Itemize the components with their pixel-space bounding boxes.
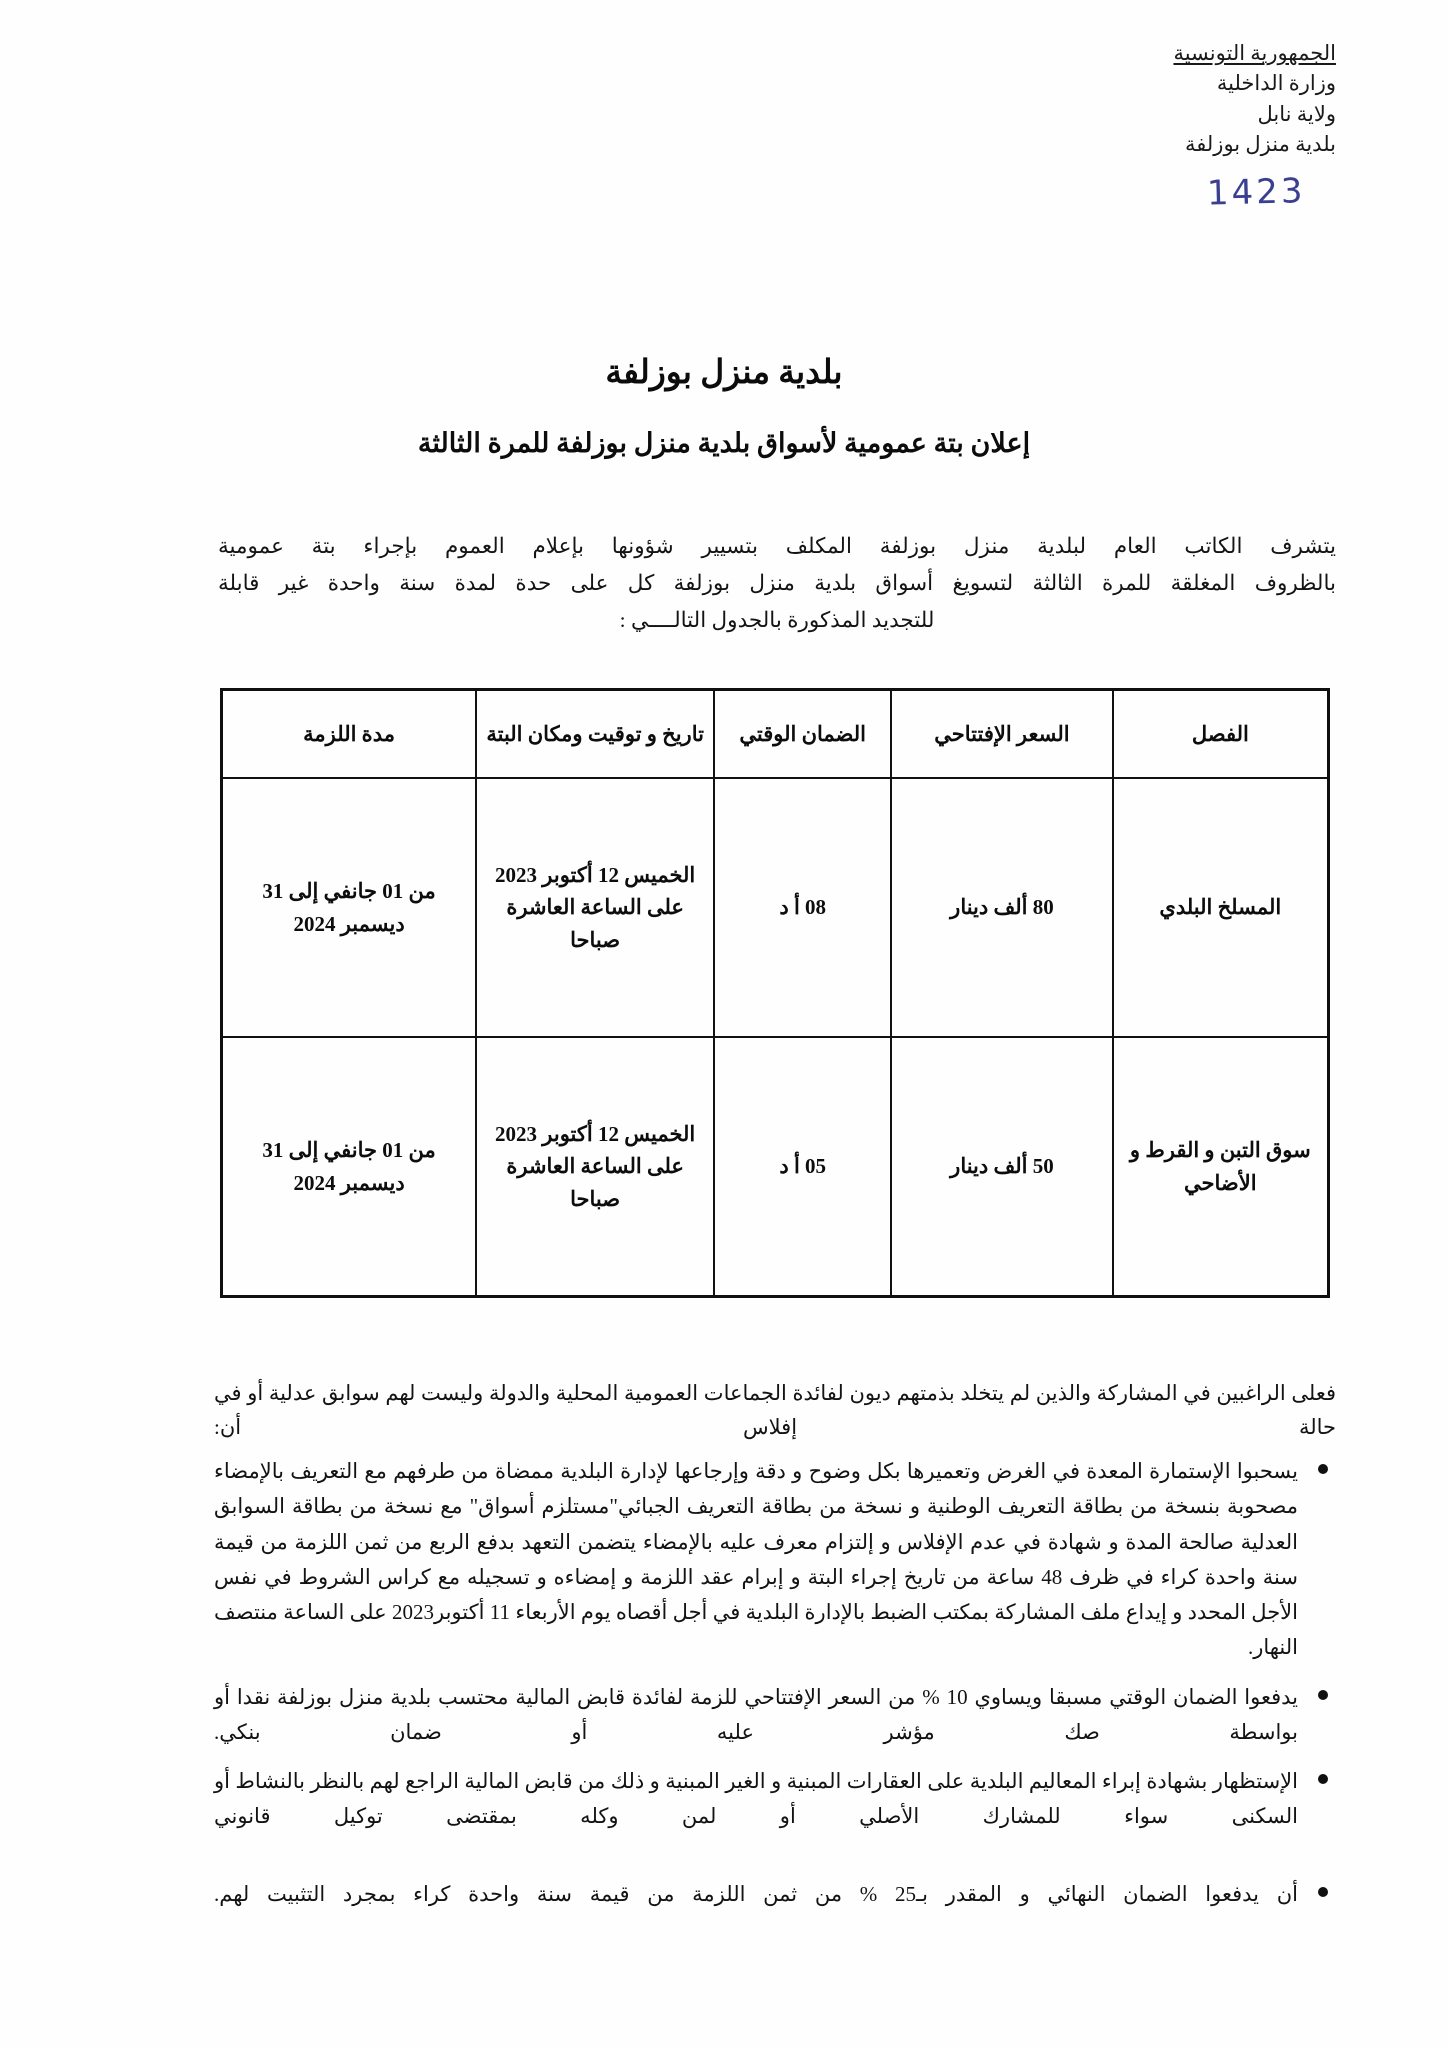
bullet-icon — [1318, 1690, 1328, 1700]
intro-paragraph — [218, 528, 1336, 639]
table-row — [222, 778, 1329, 1037]
conditions-lead-text: فعلى الراغبين في المشاركة والذين لم يتخلد بذمتهم ديون لفائدة الجماعات العمومية المحلية والدولة وليست لهم سوابق عدلية أو في حالة إفلاس أن: — [214, 1381, 1336, 1440]
list-item — [214, 1680, 1298, 1751]
conditions-section — [214, 1376, 1336, 1926]
page-title: بلدية منزل بوزلفة — [605, 355, 843, 391]
intro-line-3: للتجديد المذكورة بالجدول التالــــي : — [619, 607, 935, 632]
cell-date-time-place: الخميس 12 أكتوبر 2023 على الساعة العاشرة صباحا — [476, 778, 714, 1037]
intro-line-1: يتشرف الكاتب العام لبلدية منزل بوزلفة المكلف بتسيير شؤونها بإعلام العموم بإجراء بتة عمومية — [218, 534, 1336, 558]
cell-date-time-place: الخميس 12 أكتوبر 2023 على الساعة العاشرة صباحا — [476, 1037, 714, 1297]
intro-line-2: بالظروف المغلقة للمرة الثالثة لتسويغ أسواق بلدية منزل بوزلفة كل على حدة لمدة سنة واحدة غير قابلة — [218, 570, 1336, 595]
cell-chapter: المسلخ البلدي — [1113, 778, 1329, 1037]
handwritten-reference-number: 1423 — [1206, 170, 1307, 214]
list-item — [214, 1454, 1298, 1666]
list-item — [214, 1764, 1298, 1835]
list-item-text: يدفعوا الضمان الوقتي مسبقا ويساوي 10 % من السعر الإفتتاحي للزمة لفائدة قابض المالية محتسب بلدية منزل بوزلفة نقدا أو بواسطة صك مؤشر عليه أو ضمان بنكي. — [214, 1684, 1299, 1744]
cell-duration: من 01 جانفي إلى 31 ديسمبر 2024 — [222, 1037, 477, 1297]
cell-duration: من 01 جانفي إلى 31 ديسمبر 2024 — [222, 778, 477, 1037]
bullet-icon — [1318, 1464, 1328, 1474]
th-opening-price: السعر الإفتتاحي — [891, 690, 1112, 779]
bullet-icon — [1318, 1774, 1328, 1784]
table-row — [222, 1037, 1329, 1297]
list-item-text: أن يدفعوا الضمان النهائي و المقدر بـ25 % من ثمن اللزمة من قيمة سنة واحدة كراء بمجرد التثبيت لهم. — [214, 1881, 1298, 1906]
bullet-icon — [1318, 1887, 1328, 1897]
list-item-text: يسحبوا الإستمارة المعدة في الغرض وتعميرها بكل وضوح و دقة وإرجاعها لإدارة البلدية ممضاة من طرفهم مع التعريف بالإمضاء مصحوبة بنسخة من بطاقة التعريف الوطنية و نسخة من بطاقة التعريف الجبائي"مستلزم أسواق" مع نسخة من بطاقة السوابق العدلية صالحة المدة و شهادة في عدم الإفلاس و إلتزام معرف عليه بالإمضاء يتضمن التعهد بدفع الربع من ثمن اللزمة من قيمة سنة واحدة كراء في ظرف 48 ساعة من تاريخ إجراء البتة و إبرام عقد اللزمة و إمضاءه و تسجيله مع كراس الشروط في نفس الأجل المحدد و إيداع ملف المشاركة بمكتب الضبط بالإدارة البلدية في أجل أقصاه يوم الأربعاء 11 أكتوبر2023 على الساعة منتصف النهار. — [214, 1459, 1298, 1660]
list-item-text: الإستظهار بشهادة إبراء المعاليم البلدية على العقارات المبنية و الغير المبنية و ذلك من قابض المالية الراجع لهم بالنظر بالنشاط أو السكنى سواء للمشارك الأصلي أو لمن وكله بمقتضى توكيل قانوني — [214, 1769, 1298, 1829]
cell-provisional-guarantee: 05 أ د — [714, 1037, 891, 1297]
letterhead — [916, 38, 1336, 217]
cell-opening-price: 50 ألف دينار — [891, 1037, 1112, 1297]
bids-table — [220, 688, 1330, 1298]
th-duration: مدة اللزمة — [222, 690, 477, 779]
conditions-list — [214, 1454, 1336, 1912]
letterhead-line-ministry: وزارة الداخلية — [1216, 71, 1336, 96]
letterhead-line-municipality: بلدية منزل بوزلفة — [1185, 132, 1336, 157]
cell-provisional-guarantee: 08 أ د — [714, 778, 891, 1037]
page-subtitle: إعلان بتة عمومية لأسواق بلدية منزل بوزلفة للمرة الثالثة — [417, 428, 1031, 458]
list-item — [214, 1877, 1298, 1912]
table-header-row — [222, 690, 1329, 779]
th-provisional-guarantee: الضمان الوقتي — [714, 690, 891, 779]
th-date-time-place: تاريخ و توقيت ومكان البتة — [476, 690, 714, 779]
letterhead-line-republic: الجمهورية التونسية — [1173, 41, 1336, 65]
bids-table-container — [220, 688, 1330, 1298]
cell-opening-price: 80 ألف دينار — [891, 778, 1112, 1037]
letterhead-line-governorate: ولاية نابل — [1257, 101, 1336, 126]
th-chapter: الفصل — [1113, 690, 1329, 779]
cell-chapter: سوق التبن و القرط و الأضاحي — [1113, 1037, 1329, 1297]
